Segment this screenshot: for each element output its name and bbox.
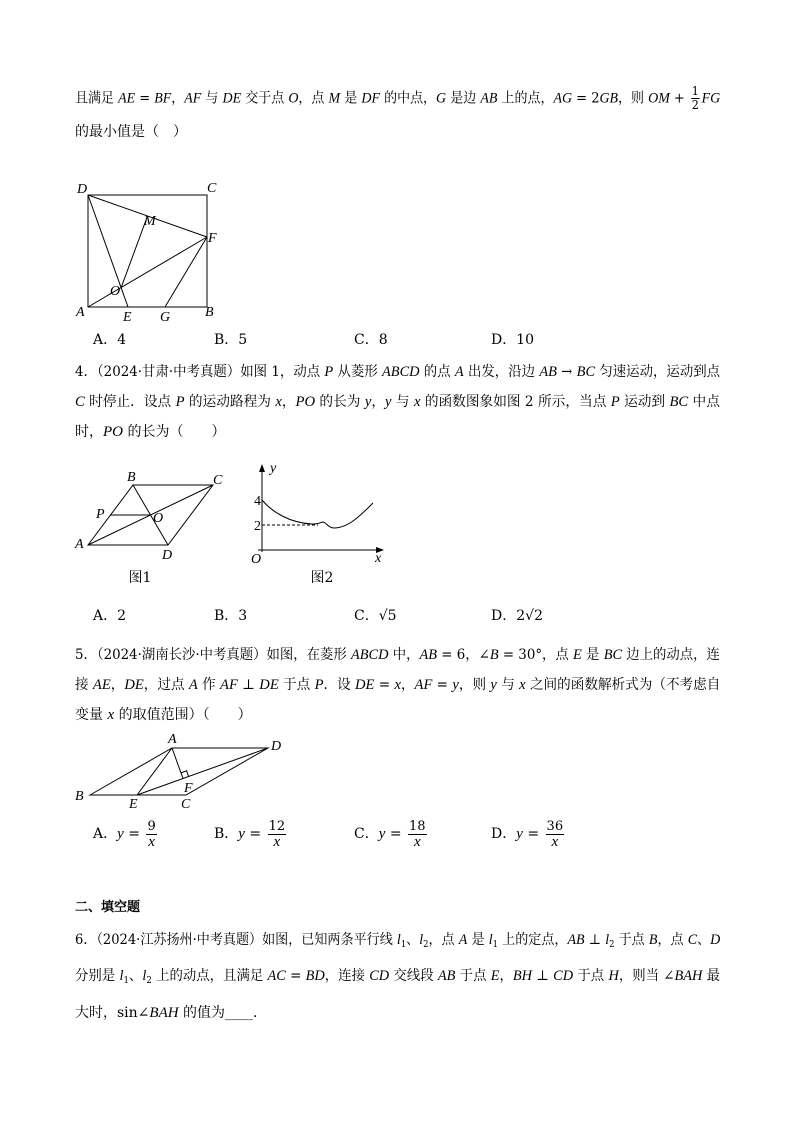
text-run: 6．（2024·江苏扬州·中考真题）如图，已知两条平行线 [75,932,397,948]
text-run: 于点 [573,968,609,984]
text-run: = 2 [572,90,600,107]
text-run: 与 [496,677,520,693]
text-run: 中点 [688,394,720,410]
math-var: AB [419,647,438,663]
math-var: CD [553,968,574,984]
text-run: ⊥ [584,932,606,948]
q3-line-2 [75,121,720,143]
label-f: F [184,781,193,796]
text-run: ，连接 [324,968,370,984]
option-d [491,604,543,628]
math-var: A [188,677,198,693]
option-label: C． [354,608,379,624]
math-var: E [490,968,500,984]
text-run: 上的定点， [497,932,568,948]
text-run: 匀速运动，运动到点 [595,364,721,380]
text-run: 的函数图象如图 2 所示，当点 [420,394,611,410]
text-run: 4．（2024·甘肃·中考真题）如图 1，动点 [75,364,325,380]
math-var: P [175,394,185,410]
text-run: 之间的函数解析式为（不考虑自 [525,677,721,693]
text-run: 的点 [419,364,455,380]
text-run: ，则 [458,677,491,693]
option-label: D． [491,608,517,624]
text-run: = 30°，点 [498,647,574,663]
figure-caption-2: 图2 [310,570,334,586]
math-var: C [687,932,698,948]
option-label: A． [93,826,118,842]
math-var: x [519,677,526,693]
fraction-denominator: 2 [691,98,699,112]
math-var: AB [567,932,585,948]
label-d: D [271,739,282,754]
math-var: GB [599,90,619,107]
math-var: y [385,394,392,410]
text-run: 作 [197,677,221,693]
text-run: 于点 [278,677,315,693]
q5-line-3 [75,704,720,726]
math-var: A [454,364,464,380]
label-b: B [75,789,84,804]
math-var: BD [305,968,325,984]
text-run: ，点 [428,932,459,948]
text-run: = [285,968,306,984]
math-var: l [396,932,401,948]
option-label: B． [214,826,239,842]
option-eq: = [244,826,266,842]
label-d: D [77,182,88,197]
text-run: 是 [467,932,489,948]
text-run: 的中点， [379,90,437,107]
subscript: 1 [400,940,407,950]
subscript: 1 [492,940,498,950]
text-run: 出发，沿边 [463,364,540,380]
math-var: AB [480,90,498,107]
label-f: F [208,231,217,246]
q4-options [0,604,794,628]
label-e: E [123,310,132,325]
text-run: 分别是 [75,968,120,984]
label-b: B [205,305,214,320]
tick-label-2: 2 [254,519,261,534]
q4-line-3 [75,421,720,443]
q3-line-1 [75,84,721,112]
subscript: 2 [146,976,152,986]
text-run: ， [371,394,386,410]
math-var: AF [220,677,238,693]
option-c [354,604,397,628]
y-axis-arrow [259,464,265,472]
rhombus-badc [90,748,268,795]
text-run: ， [171,90,185,107]
option-label: B． [214,608,239,624]
q4-line-2 [75,391,720,413]
option-c: C．8 [354,332,388,348]
math-var: AF [184,90,202,107]
math-var: y [490,677,497,693]
text-run: 的长为 [315,394,365,410]
label-a: A [75,537,84,552]
subscript: 2 [423,940,429,950]
text-run: = [432,677,453,693]
label-e: E [129,797,138,812]
axis-label-x: x [375,551,382,566]
fraction-denominator: x [551,833,559,850]
math-var: l [119,968,124,984]
text-run: 的长为（ ） [123,424,226,440]
q4-rhombus-figure [68,462,238,590]
text-run: = [135,90,155,107]
text-run: 与 [201,90,223,107]
option-c [354,818,429,850]
text-run: 的值为____． [178,1005,268,1021]
label-c: C [213,473,223,488]
text-run: ，点 [298,90,329,107]
text-run: 大时，sin∠ [75,1005,150,1021]
math-var: A [458,932,468,948]
text-run: 边上的动点，连 [622,647,720,663]
label-a: A [76,305,85,320]
text-run: = [374,677,395,693]
text-run: 、 [406,932,420,948]
segment-af [88,237,207,307]
function-curve [262,500,373,528]
text-run: 运动到 [619,394,670,410]
math-var: B [648,932,658,948]
option-eq: = [123,826,145,842]
math-var: CD [369,968,390,984]
text-run: 且满足 [75,90,119,107]
math-var: M [328,90,341,107]
math-var: PO [103,424,123,440]
fraction-numerator: 1 [691,84,699,98]
math-var: l [142,968,147,984]
q6-line-3 [75,1002,720,1024]
text-run: + [669,90,689,107]
text-run: ，过点 [143,677,189,693]
segment-ae [137,748,172,795]
math-var: OM [648,90,670,107]
fraction-denominator: x [273,833,281,850]
option-value: √5 [378,608,397,624]
math-var: x [275,394,282,410]
math-var: l [605,932,610,948]
math-var: x [107,707,115,723]
q3-options [0,328,794,352]
label-p: P [96,507,105,522]
q5-line-1 [75,644,720,666]
text-run: 的最小值是（ ） [75,124,187,140]
text-run: ， [499,968,513,984]
math-var: l [488,932,493,948]
fraction [408,820,427,849]
fraction-denominator: x [413,833,421,850]
math-var: x [394,677,401,693]
text-run: ，点 [657,932,688,948]
math-var: BH [512,968,533,984]
fraction-numerator: 9 [147,818,156,834]
text-run: 、 [128,968,143,984]
math-var: y [364,394,372,410]
text-run: ， [110,677,125,693]
math-var: B [489,647,499,663]
option-lhs: y [516,826,523,842]
label-a: A [168,732,177,747]
text-run: 是 [340,90,362,107]
text-run: ， [281,394,296,410]
option-lhs: y [117,826,124,842]
math-var: DE [355,677,375,693]
q6-line-1 [75,929,721,951]
q6-line-2 [75,965,721,987]
option-value: 2 [117,608,127,624]
math-var: H [608,968,619,984]
math-var: D [710,932,721,948]
option-value: 2√2 [516,608,543,624]
text-run: 交于点 [241,90,289,107]
math-var: ABCD [351,647,389,663]
label-b: B [127,470,136,485]
option-b [214,818,288,850]
math-var: AB [437,968,456,984]
text-run: 与 [391,394,414,410]
subscript: 2 [609,940,615,950]
text-run: ，则当 ∠ [618,968,675,984]
text-run: ⊥ [532,968,554,984]
q4-function-graph [240,455,395,590]
subscript: 1 [123,976,129,986]
segment-de [88,195,128,307]
math-var: DE [124,677,144,693]
text-run: 最 [702,968,721,984]
math-var: BC [669,394,689,410]
math-var: AG [553,90,573,107]
q4-line-1 [75,361,721,383]
math-var: P [324,364,334,380]
text-run: 交线段 [389,968,438,984]
label-g: G [160,310,171,325]
label-c: C [207,181,217,196]
text-run: → [556,364,577,380]
label-o: O [110,284,121,299]
math-var: BC [576,364,596,380]
math-var: BAH [674,968,703,984]
label-c: C [181,797,191,812]
text-run: 变量 [75,707,108,723]
option-lhs: y [238,826,245,842]
fraction-denominator: x [148,833,155,850]
text-run: ，则 [618,90,649,107]
segment-de [137,748,268,795]
math-var: AB [539,364,557,380]
math-var: AE [92,677,111,693]
q5-options [0,818,794,850]
math-var: DE [259,677,279,693]
fraction-numerator: 36 [546,818,564,834]
option-d [491,818,566,850]
option-eq: = [385,826,407,842]
text-run: 5．（2024·湖南长沙·中考真题）如图，在菱形 [75,647,352,663]
option-a [93,604,126,628]
text-run: ， [400,677,415,693]
option-b: B．5 [214,332,248,348]
math-var: ABCD [382,364,420,380]
math-var: C [75,394,85,410]
text-run: 接 [75,677,93,693]
option-eq: = [522,826,544,842]
text-run: ．设 [323,677,356,693]
segment-af [172,748,183,779]
option-d: D．10 [491,332,535,348]
text-run: 的取值范围）（ ） [114,707,252,723]
math-var: BF [154,90,172,107]
math-var: BC [603,647,623,663]
math-var: DE [222,90,242,107]
text-run: 、 [697,932,711,948]
text-run: 是 [581,647,604,663]
text-run: 上的动点，且满足 [151,968,268,984]
text-run: 是边 [446,90,481,107]
segment-gf [165,237,207,307]
fraction-numerator: 12 [268,818,286,834]
math-var: E [573,647,582,663]
section-heading: 二、填空题 [75,900,141,915]
math-var: l [419,932,424,948]
text-run: 时停止．设点 [84,394,176,410]
option-label: A． [93,608,118,624]
q5-rhombus-figure [68,728,293,816]
origin-label: O [251,552,262,567]
text-run: 于点 [455,968,491,984]
option-label: D． [491,826,517,842]
option-label: C． [354,826,379,842]
math-var: P [610,394,620,410]
option-b [214,604,247,628]
figure-caption-1: 图1 [128,570,152,586]
text-run: 中， [388,647,420,663]
fraction-numerator: 18 [409,818,426,834]
text-run: = 6，∠ [437,647,490,663]
option-a [93,818,159,850]
math-var: BAH [149,1005,179,1021]
option-value: 3 [238,608,248,624]
label-d: D [162,548,173,563]
fraction [691,85,700,112]
fraction [268,820,287,849]
math-var: DF [361,90,380,107]
text-run: ⊥ [237,677,260,693]
math-var: FG [701,90,721,107]
math-var: y [452,677,459,693]
label-m: M [144,214,156,229]
math-var: AE [118,90,136,107]
math-var: AC [267,968,286,984]
fraction [146,820,156,849]
q5-line-2 [75,674,721,696]
option-lhs: y [378,826,386,842]
math-var: PO [295,394,316,410]
option-a: A．4 [93,332,127,348]
q3-square-figure [68,176,228,328]
text-run: 时， [75,424,103,440]
text-run: 于点 [614,932,649,948]
math-var: x [413,394,421,410]
math-var: O [288,90,299,107]
text-run: 从菱形 [333,364,383,380]
text-run: 上的点， [497,90,554,107]
label-o: O [153,511,164,526]
math-var: G [436,90,447,107]
text-run: 的运动路程为 [184,394,276,410]
square-abcd [88,195,207,307]
math-var: AF [414,677,433,693]
tick-label-4: 4 [254,494,261,509]
math-var: P [314,677,324,693]
fraction [546,820,565,849]
axis-label-y: y [270,461,277,476]
